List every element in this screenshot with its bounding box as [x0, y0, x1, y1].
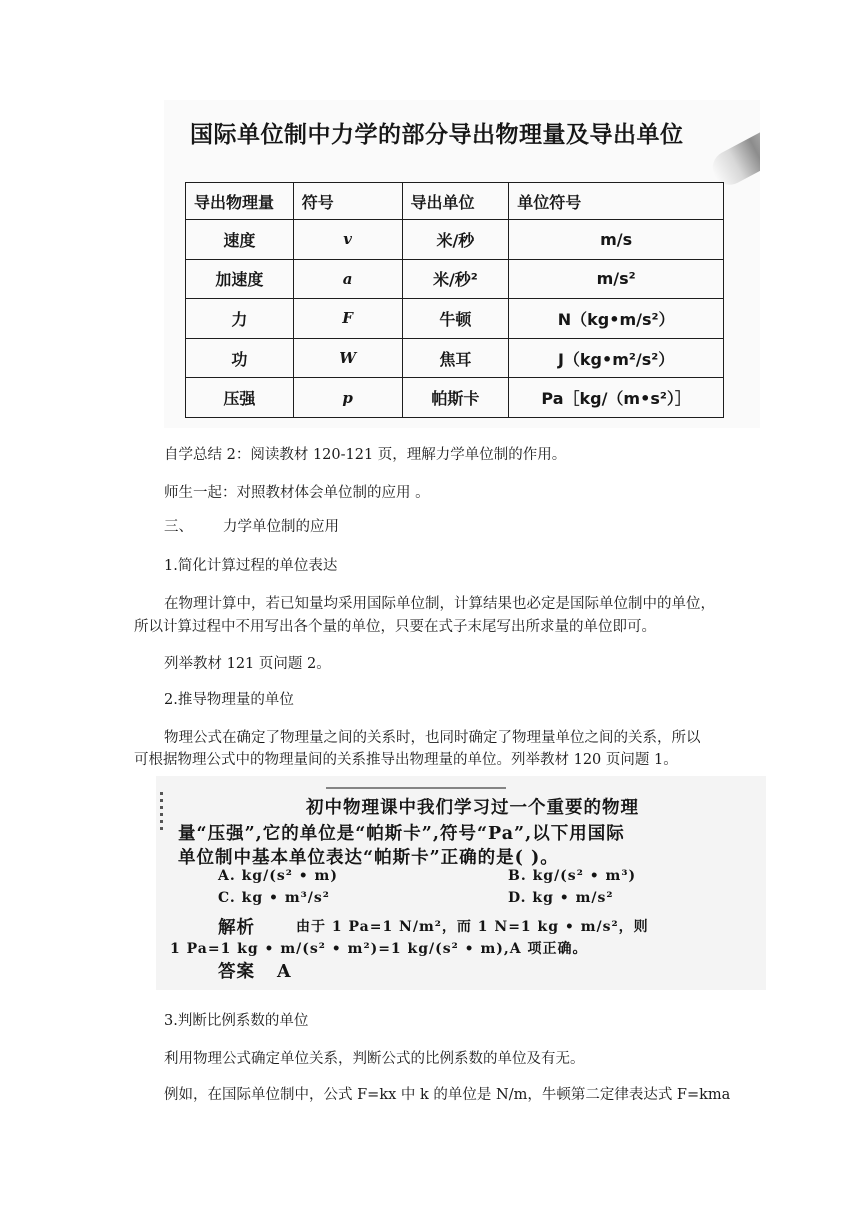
- paragraph-coefficient: 利用物理公式确定单位关系，判断公式的比例系数的单位及有无。: [164, 1051, 585, 1067]
- section-title: 力学单位制的应用: [223, 519, 339, 535]
- cell-unit-symbol: J（kg•m²/s²）: [509, 338, 724, 378]
- exercise-line1: 初中物理课中我们学习过一个重要的物理: [306, 798, 639, 818]
- analysis-label: 解析: [218, 918, 255, 938]
- derived-units-table-image: [164, 100, 760, 428]
- cell-unit-symbol: m/s²: [509, 259, 724, 299]
- option-a: A. kg/(s² • m): [218, 868, 338, 884]
- cell-quantity: 压强: [186, 378, 294, 418]
- header-unit: 导出单位: [402, 183, 509, 220]
- analysis-text-1: 由于 1 Pa=1 N/m²，而 1 N=1 kg • m/s²，则: [296, 919, 649, 935]
- glare-decoration: [707, 123, 760, 191]
- cell-unit-symbol: m/s: [509, 220, 724, 260]
- cell-unit: 米/秒: [402, 220, 509, 260]
- answer-label: 答案: [218, 962, 255, 982]
- paragraph-example-formula: 例如，在国际单位制中，公式 F=kx 中 k 的单位是 N/m，牛顿第二定律表达式 F=kma: [164, 1087, 731, 1103]
- derived-units-table: [185, 182, 724, 418]
- exercise-line2: 量“压强”,它的单位是“帕斯卡”,符号“Pa”,以下用国际: [178, 824, 625, 844]
- paragraph-derive-line2: 可根据物理公式中的物理量间的关系推导出物理量的单位。列举教材 120 页问题 1。: [134, 752, 678, 768]
- cell-symbol: W: [293, 338, 402, 378]
- exercise-image: [156, 776, 766, 990]
- cell-unit-symbol: N（kg•m/s²）: [509, 299, 724, 339]
- table-row: [186, 220, 724, 260]
- header-unit-symbol: 单位符号: [509, 183, 724, 220]
- cell-unit-symbol: Pa［kg/（m•s²）］: [509, 378, 724, 418]
- cell-quantity: 加速度: [186, 259, 294, 299]
- section-number: 三、: [164, 519, 193, 535]
- analysis-text-2: 1 Pa=1 kg • m/(s² • m²)=1 kg/(s² • m),A 项正确。: [170, 941, 588, 957]
- answer-row: [218, 958, 292, 983]
- cell-unit: 帕斯卡: [402, 378, 509, 418]
- option-c: C. kg • m³/s²: [218, 890, 330, 906]
- table-row: [186, 259, 724, 299]
- paragraph-simplify-line2: 所以计算过程中不用写出各个量的单位，只要在式子末尾写出所求量的单位即可。: [134, 619, 656, 635]
- paragraph-derive-line1: 物理公式在确定了物理量之间的关系时，也同时确定了物理量单位之间的关系，所以: [164, 730, 701, 746]
- option-b: B. kg/(s² • m³): [508, 868, 637, 884]
- cell-unit: 牛顿: [402, 299, 509, 339]
- cell-symbol: v: [293, 220, 402, 260]
- section-heading-3: [164, 516, 339, 538]
- binding-dots-decoration: [160, 792, 163, 832]
- subheading-2: 2.推导物理量的单位: [164, 692, 294, 708]
- table-header-row: [186, 183, 724, 220]
- cell-symbol: p: [293, 378, 402, 418]
- paragraph-example-2: 列举教材 121 页问题 2。: [164, 656, 331, 672]
- subheading-1: 1.简化计算过程的单位表达: [164, 558, 338, 574]
- cell-quantity: 功: [186, 338, 294, 378]
- header-quantity: 导出物理量: [186, 183, 294, 220]
- paragraph-self-study: 自学总结 2：阅读教材 120-121 页，理解力学单位制的作用。: [164, 447, 567, 463]
- header-symbol: 符号: [293, 183, 402, 220]
- cell-unit: 米/秒²: [402, 259, 509, 299]
- table-row: [186, 338, 724, 378]
- exercise-line3: 单位制中基本单位表达“帕斯卡”正确的是( )。: [178, 848, 559, 868]
- cell-quantity: 力: [186, 299, 294, 339]
- table-row: [186, 299, 724, 339]
- cell-symbol: F: [293, 299, 402, 339]
- paragraph-teacher-student: 师生一起：对照教材体会单位制的应用 。: [164, 485, 430, 501]
- cell-symbol: a: [293, 259, 402, 299]
- table-title: 国际单位制中力学的部分导出物理量及导出单位: [190, 122, 684, 148]
- cropped-header-fragment: [326, 776, 506, 789]
- cell-unit: 焦耳: [402, 338, 509, 378]
- table-row: [186, 378, 724, 418]
- answer-value: A: [277, 962, 292, 982]
- option-d: D. kg • m/s²: [508, 890, 614, 906]
- subheading-3: 3.判断比例系数的单位: [164, 1013, 309, 1029]
- paragraph-simplify-line1: 在物理计算中，若已知量均采用国际单位制，计算结果也必定是国际单位制中的单位，: [164, 596, 715, 612]
- cell-quantity: 速度: [186, 220, 294, 260]
